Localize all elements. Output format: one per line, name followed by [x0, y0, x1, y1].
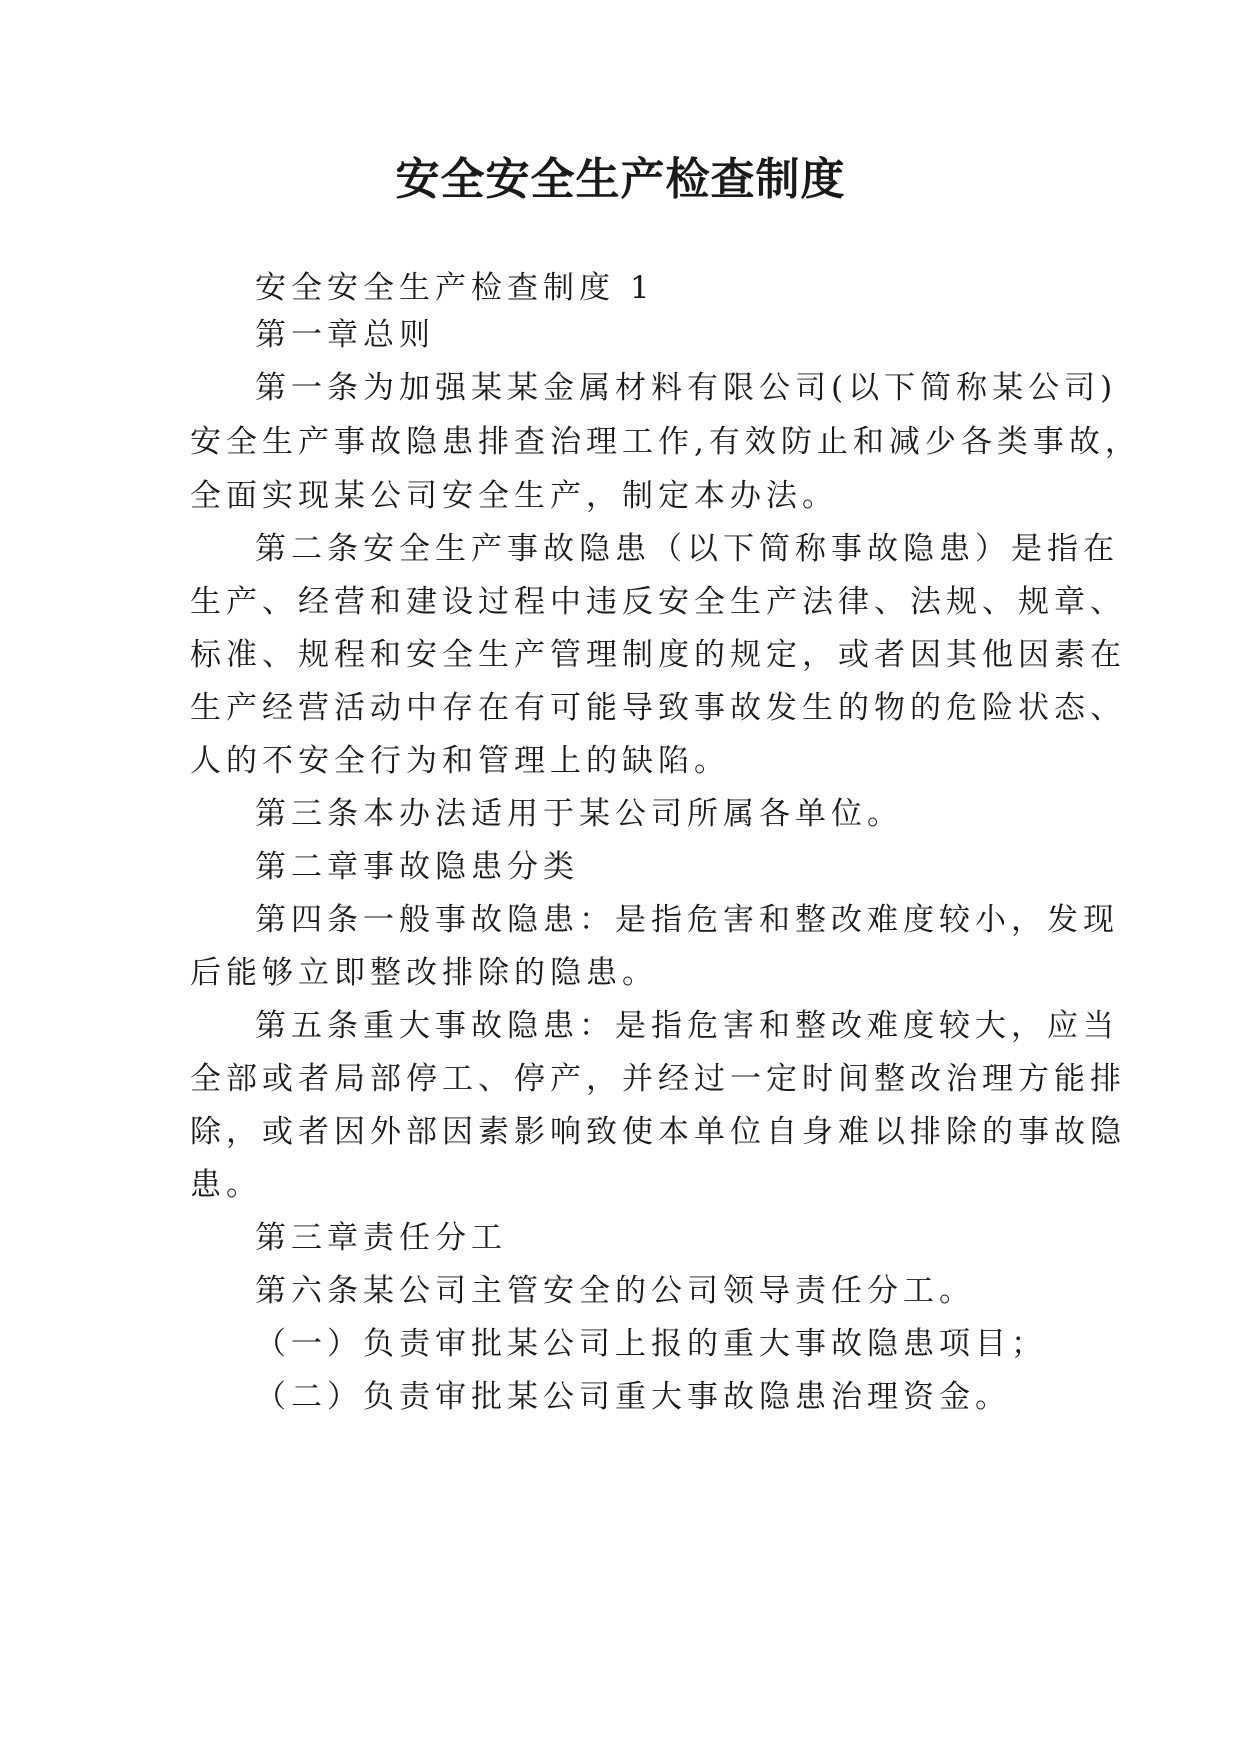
chapter-heading-1: 第一章总则	[255, 317, 435, 353]
list-item: （二）负责审批某公司重大事故隐患治理资金。	[255, 1379, 1011, 1415]
paragraph-line: 第二条安全生产事故隐患（以下简称事故隐患）是指在	[255, 531, 1119, 567]
paragraph-line: 人的不安全行为和管理上的缺陷。	[190, 743, 730, 779]
paragraph-line: 第四条一般事故隐患：是指危害和整改难度较小，发现	[255, 902, 1119, 938]
paragraph-line: 除，或者因外部因素影响致使本单位自身难以排除的事故隐	[190, 1114, 1126, 1150]
paragraph-line: 生产、经营和建设过程中违反安全生产法律、法规、规章、	[190, 584, 1126, 620]
document-title: 安全安全生产检查制度	[395, 154, 846, 205]
paragraph-line: 标准、规程和安全生产管理制度的规定，或者因其他因素在	[190, 637, 1126, 673]
paragraph-line: 第一条为加强某某金属材料有限公司(以下简称某公司)	[255, 370, 1118, 406]
paragraph-line: 生产经营活动中存在有可能导致事故发生的物的危险状态、	[190, 690, 1126, 726]
paragraph-line: 全部或者局部停工、停产，并经过一定时间整改治理方能排	[190, 1061, 1126, 1097]
chapter-heading-2: 第二章事故隐患分类	[255, 849, 579, 885]
paragraph-line: 第三条本办法适用于某公司所属各单位。	[255, 796, 903, 832]
paragraph-line: 全面实现某公司安全生产，制定本办法。	[190, 478, 838, 514]
paragraph-line: 第五条重大事故隐患：是指危害和整改难度较大，应当	[255, 1008, 1119, 1044]
paragraph-line: 第六条某公司主管安全的公司领导责任分工。	[255, 1273, 975, 1309]
paragraph-line: 安全生产事故隐患排查治理工作,有效防止和减少各类事故，	[190, 424, 1141, 460]
chapter-heading-3: 第三章责任分工	[255, 1220, 507, 1256]
paragraph-line: 后能够立即整改排除的隐患。	[190, 955, 658, 991]
list-item: （一）负责审批某公司上报的重大事故隐患项目；	[255, 1326, 1047, 1362]
paragraph-line: 患。	[190, 1167, 262, 1203]
doc-subtitle: 安全安全生产检查制度 1	[255, 270, 655, 306]
